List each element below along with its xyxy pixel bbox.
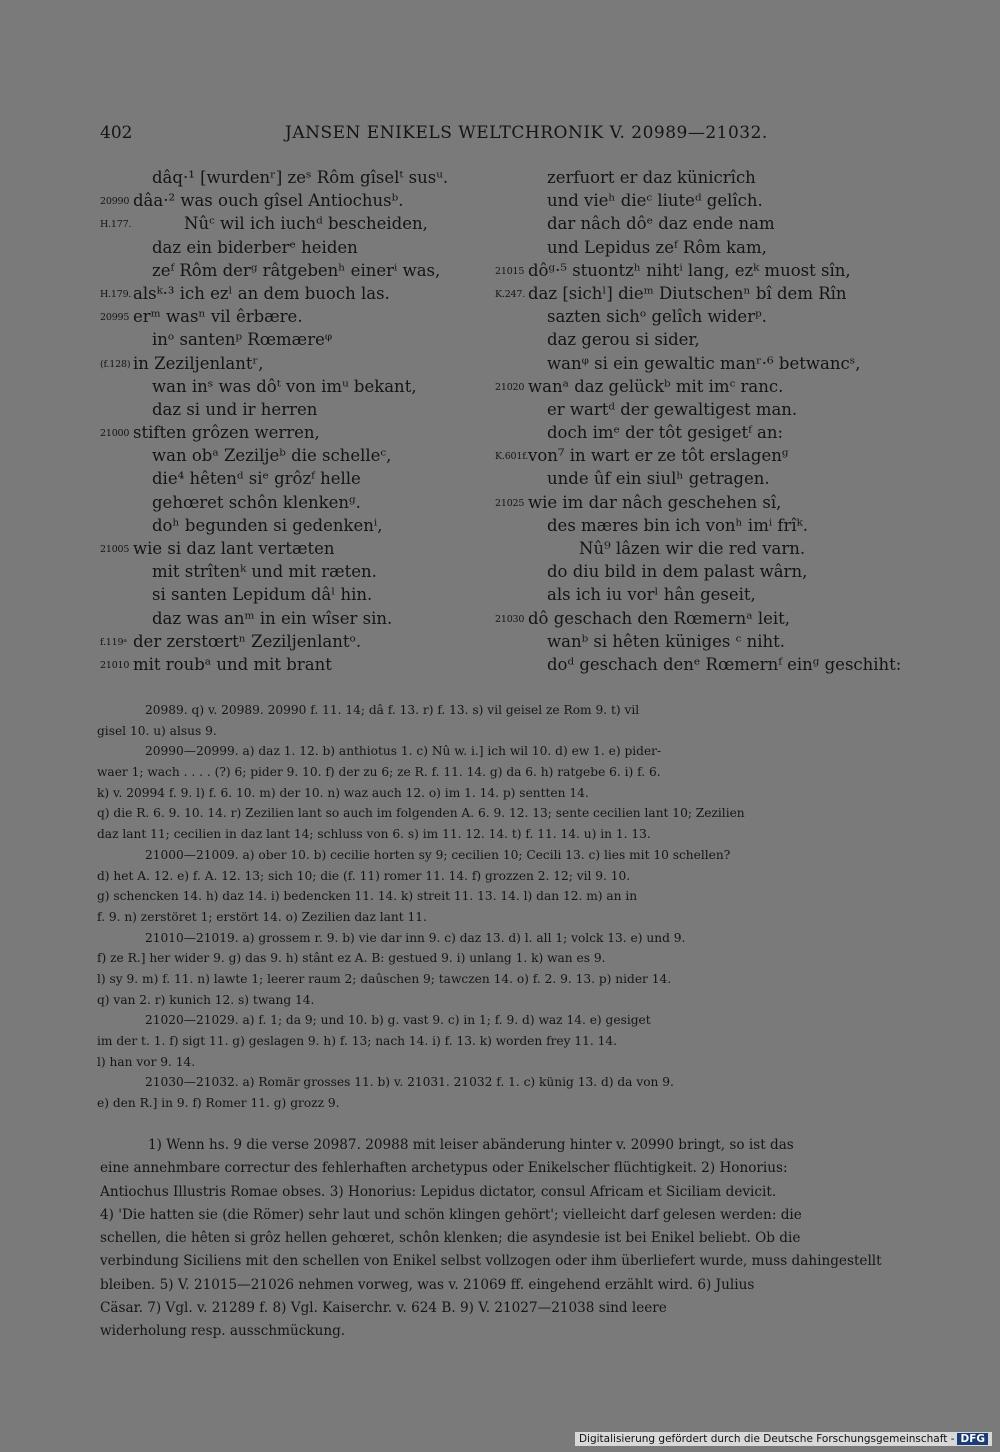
verse-text: zeᶠ Rôm derᵍ râtgebenʰ einerⁱ was,	[152, 260, 441, 280]
verse-text: wanᵃ daz gelückᵇ mit imᶜ ranc.	[528, 376, 784, 396]
footnotes	[100, 1134, 912, 1344]
verse-text: in Zeziljenlantʳ,	[133, 353, 264, 373]
verse-line	[100, 352, 510, 375]
verse-line	[100, 236, 510, 259]
verse-text: inᵒ santenᵖ Rœmæreᵠ	[152, 330, 333, 350]
verse-text: daz si und ir herren	[152, 399, 318, 419]
verse-line	[495, 514, 915, 537]
apparatus-line: im der t. 1. f) sigt 11. g) geslagen 9. h) f. 13; nach 14. i) f. 13. k) worden frey 11. 14.	[97, 1034, 618, 1048]
apparatus-line: 20989. q) v. 20989. 20990 f. 11. 14; dâ f. 13. r) f. 13. s) vil geisel ze Rom 9. t) vil	[145, 703, 640, 717]
verse-text: wan inˢ was dôᵗ von imᵘ bekant,	[152, 376, 417, 396]
verse-text: er wartᵈ der gewaltigest man.	[547, 399, 798, 419]
verse-text: wie si daz lant vertæten	[133, 539, 335, 558]
verse-line	[495, 560, 915, 583]
verse-line	[495, 607, 915, 630]
apparatus-line: 20990—20999. a) daz 1. 12. b) anthiotus 1. c) Nû w. i.] ich wil 10. d) ew 1. e) pider-	[145, 744, 662, 759]
line-number: H.177.	[100, 219, 132, 231]
apparatus-line: k) v. 20994 f. 9. l) f. 6. 10. m) der 10. n) waz auch 12. o) im 1. 14. p) sentten 14.	[97, 785, 589, 800]
verse-line	[495, 467, 915, 490]
verse-line	[100, 212, 510, 235]
apparatus-line: 21030—21032. a) Romär grosses 11. b) v. 21031. 21032 f. 1. c) künig 13. d) da von 9.	[145, 1075, 674, 1090]
verse-text: daz [sichˡ] dieᵐ Diutschenⁿ bî dem Rîn	[528, 283, 847, 303]
verse-line	[100, 560, 510, 583]
page-number: 402	[100, 123, 133, 143]
verse-line	[495, 259, 915, 282]
apparatus-line: d) het A. 12. e) f. A. 12. 13; sich 10; die (f. 11) romer 11. 14. f) grozzen 2. 12; vil 9. 10.	[97, 868, 631, 883]
verse-line	[100, 328, 510, 351]
apparatus-line: l) han vor 9. 14.	[97, 1054, 196, 1069]
verse-line	[100, 607, 510, 630]
verse-text: gehœret schôn klenkenᵍ.	[152, 492, 361, 512]
line-number: 21000	[100, 428, 130, 440]
verse-line	[495, 491, 915, 514]
footnote-line: eine annehmbare correctur des fehlerhaften archetypus oder Enikelscher flüchtigkeit. 2) Honorius:	[100, 1160, 788, 1177]
apparatus-line: f. 9. n) zerstöret 1; erstört 14. o) Zezilien daz lant 11.	[97, 909, 427, 924]
verse-line	[100, 630, 510, 653]
verse-text: daz was anᵐ in ein wîser sin.	[152, 608, 393, 628]
verse-line	[100, 583, 510, 606]
verse-line	[495, 212, 915, 235]
verse-text: die⁴ hêtenᵈ siᵉ grôzᶠ helle	[152, 469, 361, 489]
running-title: JANSEN ENIKELS WELTCHRONIK V. 20989—21032.	[285, 123, 768, 143]
footnote-line: schellen, die hêten si grôz hellen gehœret, schôn klenken; die asyndesie ist bei Enikel beliebt. Ob die	[100, 1230, 801, 1247]
verse-line	[495, 352, 915, 375]
footnote-line: 1) Wenn hs. 9 die verse 20987. 20988 mit leiser abänderung hinter v. 20990 bringt, so ist das	[148, 1137, 794, 1153]
line-number: K.601f.	[495, 451, 529, 463]
line-number: 21015	[495, 265, 525, 277]
footnote-line: Antiochus Illustris Romae obses. 3) Honorius: Lepidus dictator, consul Africam et Siciliam devicit.	[100, 1183, 777, 1200]
line-number: 21010	[100, 659, 130, 671]
verse-line	[495, 282, 915, 305]
verse-text: dô geschach den Rœmernᵃ leit,	[528, 608, 791, 628]
verse-line	[100, 421, 510, 444]
verse-line	[100, 189, 510, 212]
line-number: 21020	[495, 381, 525, 393]
line-number: K.247.	[495, 288, 526, 300]
apparatus-line: gisel 10. u) alsus 9.	[97, 723, 217, 738]
verse-text: do diu bild in dem palast wârn,	[547, 562, 808, 582]
verse-text: des mæres bin ich vonʰ imⁱ frîᵏ.	[547, 515, 808, 535]
verse-line	[495, 630, 915, 653]
footnote-line: 4) 'Die hatten sie (die Römer) sehr laut und schön klingen gehört'; vielleicht darf gelesen werden: die	[100, 1206, 802, 1223]
verse-line	[495, 398, 915, 421]
verse-text: wanᵠ si ein gewaltic manʳ·⁶ betwancˢ,	[547, 353, 861, 373]
apparatus-line: waer 1; wach . . . . (?) 6; pider 9. 10. f) der zu 6; ze R. f. 11. 14. g) da 6. h) ratgebe 6. i) f. 6.	[97, 765, 661, 780]
verse-line	[495, 375, 915, 398]
dfg-logo: DFG	[957, 1433, 988, 1445]
line-number: 21030	[495, 613, 525, 625]
verse-line	[100, 305, 510, 328]
apparatus-line: 21000—21009. a) ober 10. b) cecilie horten sy 9; cecilien 10; Cecili 13. c) lies mit 10 schellen?	[145, 847, 731, 862]
apparatus-line: f) ze R.] her wider 9. g) das 9. h) stânt ez A. B: gestued 9. i) unlang 1. k) wan es 9.	[97, 951, 606, 966]
digitization-credit	[575, 1432, 992, 1446]
credit-text: Digitalisierung gefördert durch die Deutsche Forschungsgemeinschaft -	[578, 1433, 955, 1445]
verse-text: dâq·¹ [wurdenʳ] zeˢ Rôm gîselᵗ susᵘ.	[152, 168, 449, 187]
verse-line	[100, 444, 510, 467]
verse-line	[495, 444, 915, 467]
footnote-line: bleiben. 5) V. 21015—21026 nehmen vorweg, was v. 21069 ff. eingehend erzählt wird. 6) Julius	[100, 1276, 755, 1293]
verse-text: wie im dar nâch geschehen sî,	[528, 492, 782, 512]
verse-line	[100, 398, 510, 421]
apparatus-line: q) van 2. r) kunich 12. s) twang 14.	[97, 992, 315, 1007]
footnote-line: widerholung resp. ausschmückung.	[100, 1323, 346, 1340]
verse-line	[100, 375, 510, 398]
footnote-line: Cäsar. 7) Vgl. v. 21289 f. 8) Vgl. Kaiserchr. v. 624 B. 9) V. 21027—21038 sind leere	[100, 1300, 667, 1317]
apparatus-line: 21010—21019. a) grossem r. 9. b) vie dar inn 9. c) daz 13. d) l. all 1; volck 13. e) und 9.	[145, 930, 686, 945]
apparatus-line: l) sy 9. m) f. 11. n) lawte 1; leerer raum 2; daûschen 9; tawczen 14. o) f. 2. 9. 13. p) nider 14.	[97, 971, 672, 986]
verse-line	[495, 421, 915, 444]
apparatus-line: daz lant 11; cecilien in daz lant 14; schluss von 6. s) im 11. 12. 14. t) f. 11. 14. u) in 1. 13.	[97, 827, 651, 842]
verse-text: dar nâch dôᵉ daz ende nam	[547, 214, 775, 234]
footnote-line: verbindung Siciliens mit den schellen von Enikel selbst vollzogen oder ihm überliefert wurde, muss dahingestellt	[100, 1253, 882, 1270]
verse-text: doch imᵉ der tôt gesigetᶠ an:	[547, 423, 784, 443]
verse-text: zerfuort er daz künicrîch	[547, 168, 756, 187]
verse-text: daz ein biderberᵉ heiden	[152, 237, 358, 257]
verse-line	[100, 282, 510, 305]
apparatus-line: g) schencken 14. h) daz 14. i) bedencken 11. 14. k) streit 11. 13. 14. l) dan 12. m) an in	[97, 889, 638, 904]
apparatus-line: q) die R. 6. 9. 10. 14. r) Zezilien lant so auch im folgenden A. 6. 9. 12. 13; sente cecilien lant 10; Zezilien	[97, 806, 745, 821]
verse-text: stiften grôzen werren,	[133, 423, 320, 443]
line-number: (f.128)	[100, 358, 131, 370]
verse-text: wanᵇ si hêten küniges ᶜ niht.	[547, 631, 786, 651]
verse-line	[495, 166, 915, 189]
verse-line	[100, 537, 510, 560]
apparatus-line: e) den R.] in 9. f) Romer 11. g) grozz 9.	[97, 1096, 340, 1111]
verse-line	[495, 583, 915, 606]
verse-line	[495, 236, 915, 259]
verse-text: und vieʰ dieᶜ liuteᵈ gelîch.	[547, 191, 763, 211]
verse-text: und Lepidus zeᶠ Rôm kam,	[547, 237, 767, 257]
verse-text: sazten sichᵒ gelîch widerᵖ.	[547, 307, 767, 327]
critical-apparatus	[97, 700, 910, 1114]
verse-text: als ich iu vorˡ hân geseit,	[547, 585, 756, 605]
verse-line	[100, 653, 510, 676]
line-number: H.179.	[100, 288, 132, 300]
verse-text: mit strîtenᵏ und mit ræten.	[152, 562, 377, 582]
verse-text: daz gerou si sider,	[547, 330, 700, 350]
verse-line	[100, 514, 510, 537]
verse-text: der zerstœrtⁿ Zeziljenlantᵒ.	[133, 631, 362, 651]
verse-text: mit roubᵃ und mit brant	[133, 654, 332, 674]
page-header	[100, 123, 908, 149]
verse-line	[495, 653, 915, 676]
line-number: f.119ᵃ	[100, 636, 127, 648]
line-number: 20990	[100, 196, 130, 208]
verse-text: wan obᵃ Zeziljeᵇ die schelleᶜ,	[152, 446, 392, 466]
verse-text: unde ûf ein siulʰ getragen.	[547, 469, 770, 489]
verse-line	[100, 259, 510, 282]
verse-text: Nû⁹ lâzen wir die red varn.	[579, 539, 806, 558]
verse-line	[495, 189, 915, 212]
verse-column-left	[100, 166, 510, 676]
verse-line	[100, 166, 510, 189]
verse-text: dôᵍ·⁵ stuontzʰ nihtⁱ lang, ezᵏ muost sîn,	[528, 260, 851, 280]
verse-text: von⁷ in wart er ze tôt erslagenᵍ	[528, 446, 789, 466]
verse-text: doʰ begunden si gedenkenⁱ,	[152, 515, 383, 535]
line-number: 20995	[100, 312, 130, 324]
verse-text: dâa·² was ouch gîsel Antiochusᵇ.	[133, 191, 404, 211]
verse-line	[495, 328, 915, 351]
verse-text: si santen Lepidum dâˡ hin.	[152, 585, 373, 605]
verse-text: doᵈ geschach denᵉ Rœmernᶠ einᵍ geschiht:	[547, 654, 902, 674]
verse-column-right	[495, 166, 915, 676]
line-number: 21025	[495, 497, 525, 509]
verse-line	[495, 305, 915, 328]
verse-line	[495, 537, 915, 560]
verse-line	[100, 491, 510, 514]
line-number: 21005	[100, 544, 130, 555]
verse-text: erᵐ wasⁿ vil êrbære.	[133, 307, 303, 327]
verse-text: Nûᶜ wil ich iuchᵈ bescheiden,	[184, 214, 428, 234]
verse-text: alsᵏ·³ ich ezˡ an dem buoch las.	[133, 283, 390, 303]
verse-line	[100, 467, 510, 490]
apparatus-line: 21020—21029. a) f. 1; da 9; und 10. b) g. vast 9. c) in 1; f. 9. d) waz 14. e) gesiget	[145, 1013, 651, 1028]
